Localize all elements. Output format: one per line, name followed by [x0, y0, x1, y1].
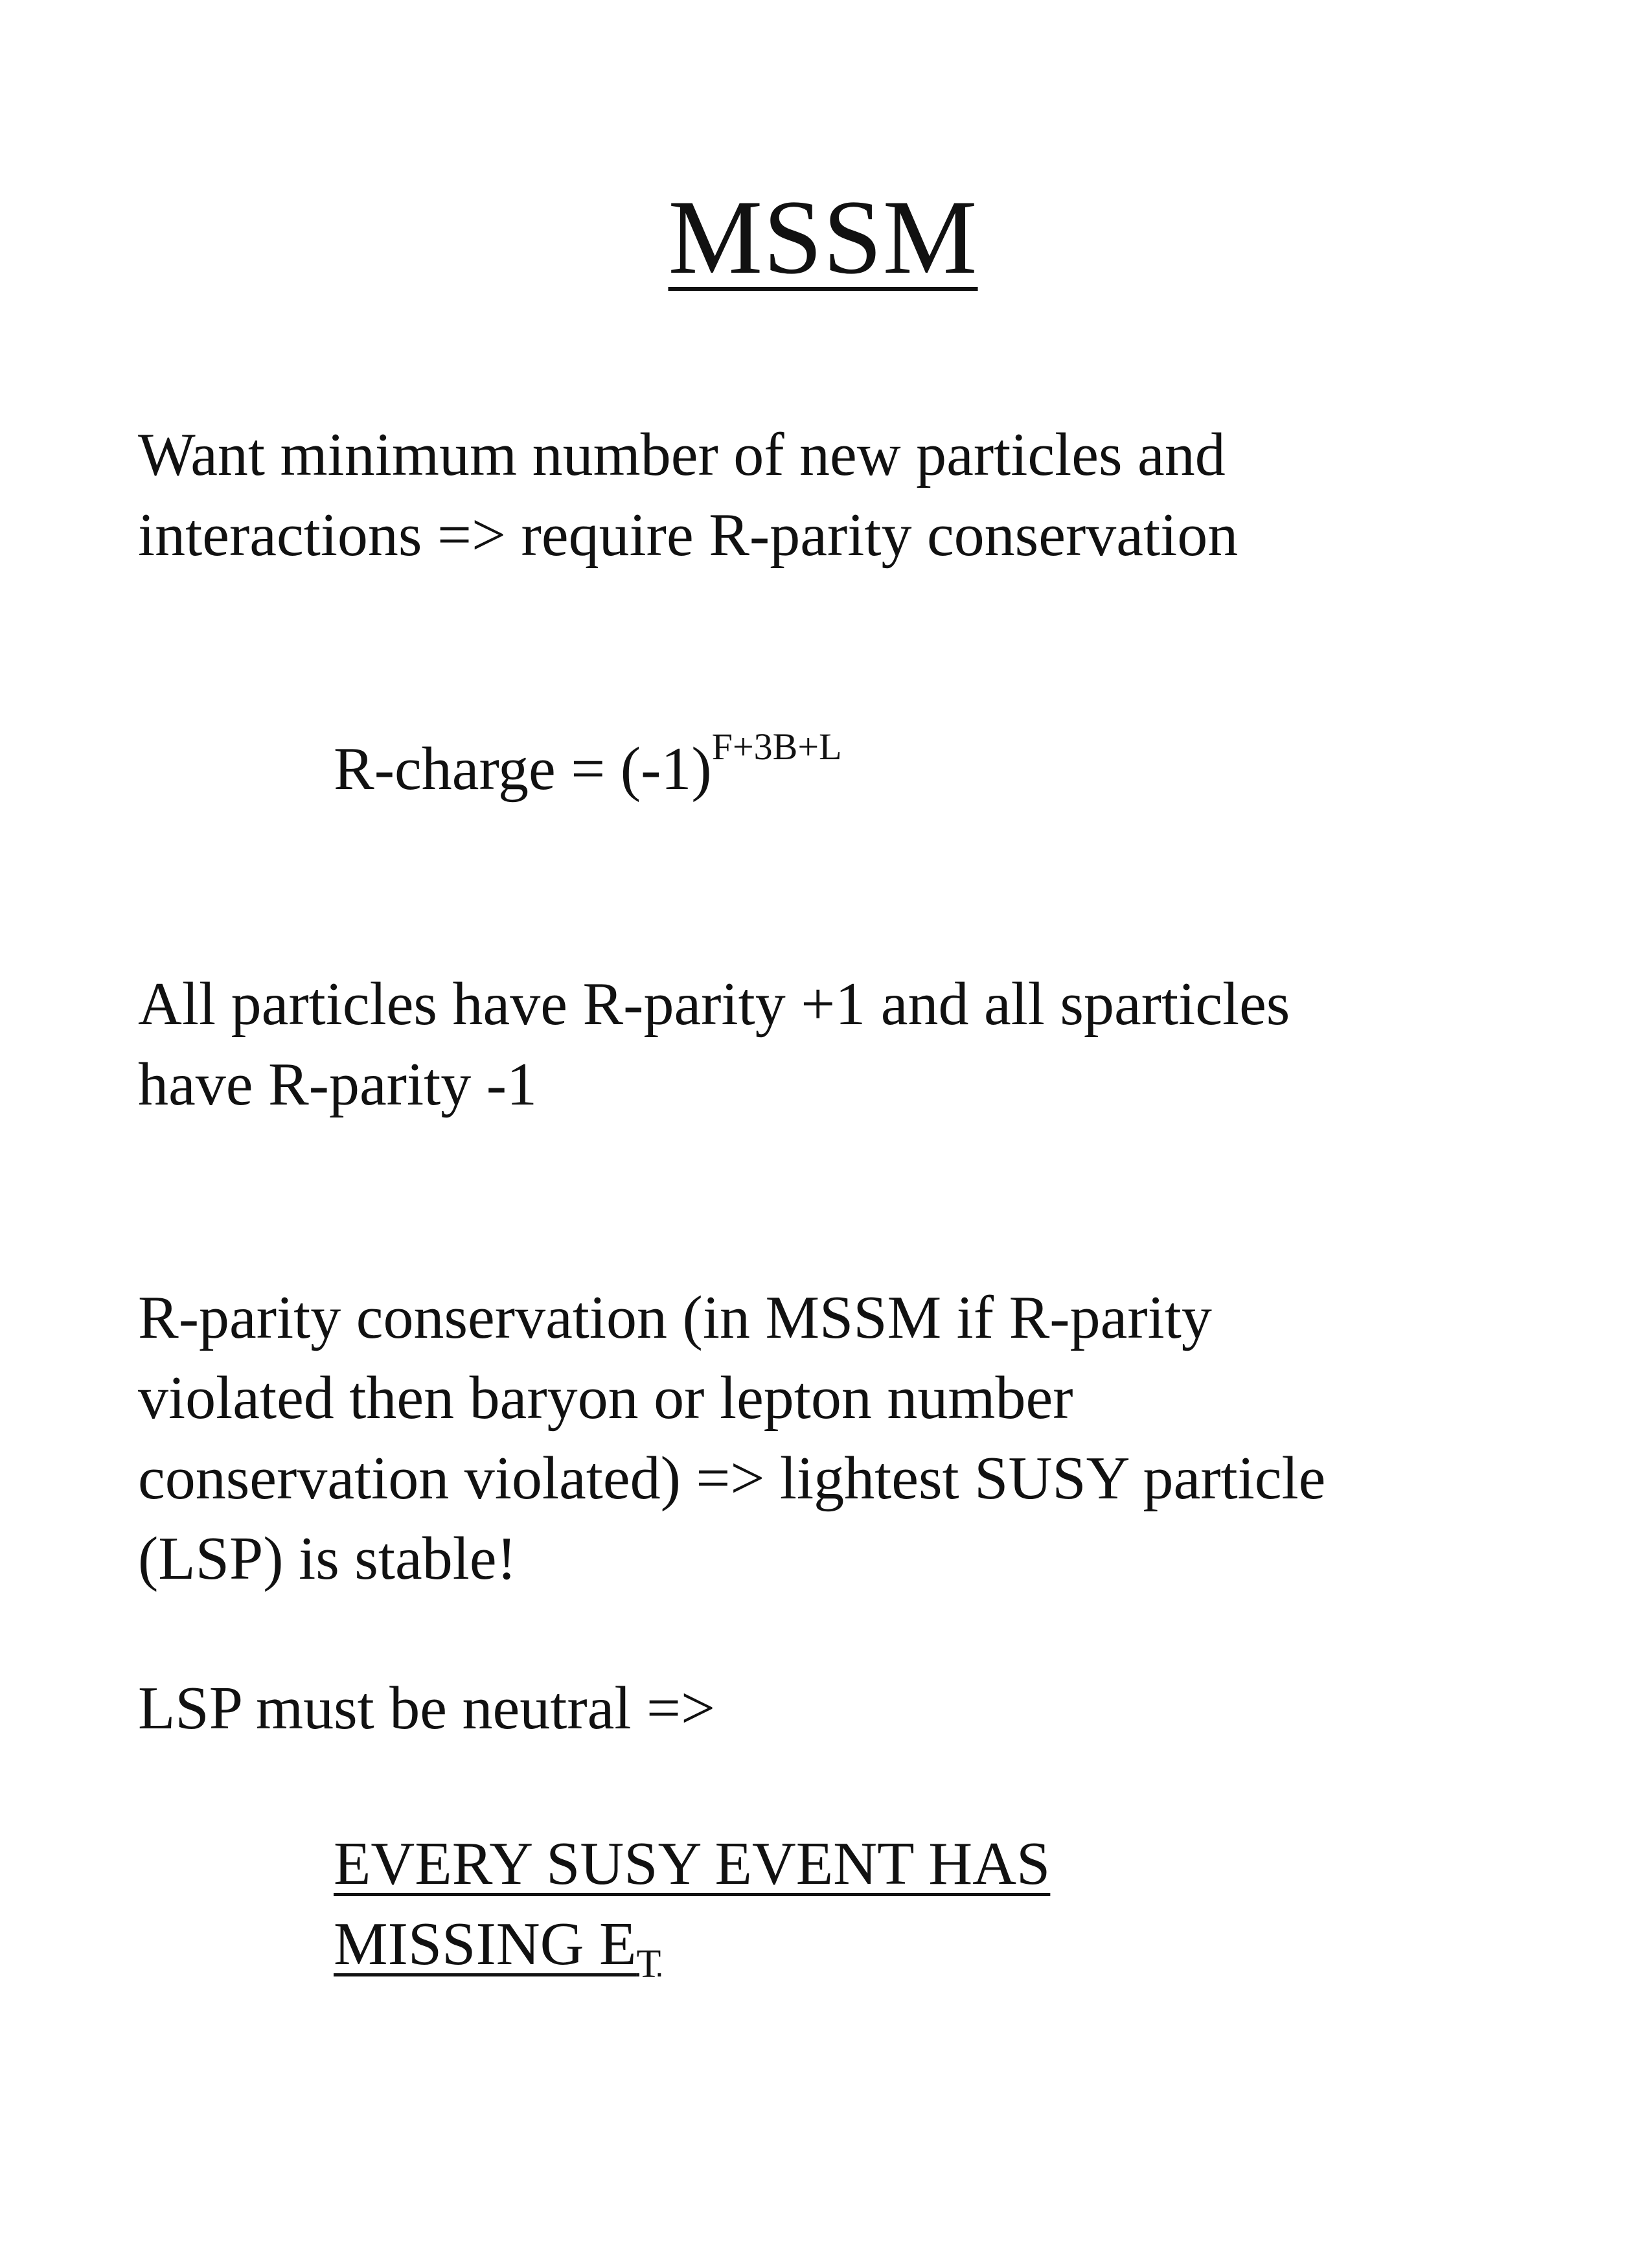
- conclusion-line-2: [334, 1904, 1646, 1984]
- parity-paragraph: [138, 964, 1531, 1125]
- parity-line-2: have R-parity -1: [138, 1051, 538, 1118]
- conclusion-subscript: T: [636, 1942, 661, 1986]
- conclusion-line-1: EVERY SUSY EVENT HAS: [334, 1830, 1051, 1897]
- conservation-line-2: violated then baryon or lepton number: [138, 1364, 1073, 1432]
- intro-paragraph: [138, 415, 1531, 575]
- lsp-line-1: LSP must be neutral =>: [138, 1675, 716, 1742]
- conservation-line-1: R-parity conservation (in MSSM if R-parity: [138, 1284, 1212, 1351]
- intro-line-2: interactions => require R-parity conservation: [138, 501, 1239, 569]
- conservation-line-3: conservation violated) => lightest SUSY particle: [138, 1445, 1326, 1512]
- formula-exponent: F+3B+L: [711, 726, 842, 768]
- formula-line: [334, 726, 1646, 809]
- lsp-paragraph: [138, 1668, 1531, 1748]
- r-charge-formula: [334, 726, 1646, 809]
- intro-line-1: Want minimum number of new particles and: [138, 421, 1226, 488]
- parity-line-1: All particles have R-parity +1 and all sparticles: [138, 970, 1290, 1038]
- conclusion-line-2-main: MISSING E: [334, 1910, 637, 1978]
- formula-lhs: R-charge = (-1): [334, 735, 712, 803]
- conservation-line-4: (LSP) is stable!: [138, 1525, 517, 1592]
- page-title: MSSM: [668, 179, 978, 296]
- conservation-paragraph: [138, 1277, 1531, 1599]
- conclusion-statement: [334, 1824, 1646, 1984]
